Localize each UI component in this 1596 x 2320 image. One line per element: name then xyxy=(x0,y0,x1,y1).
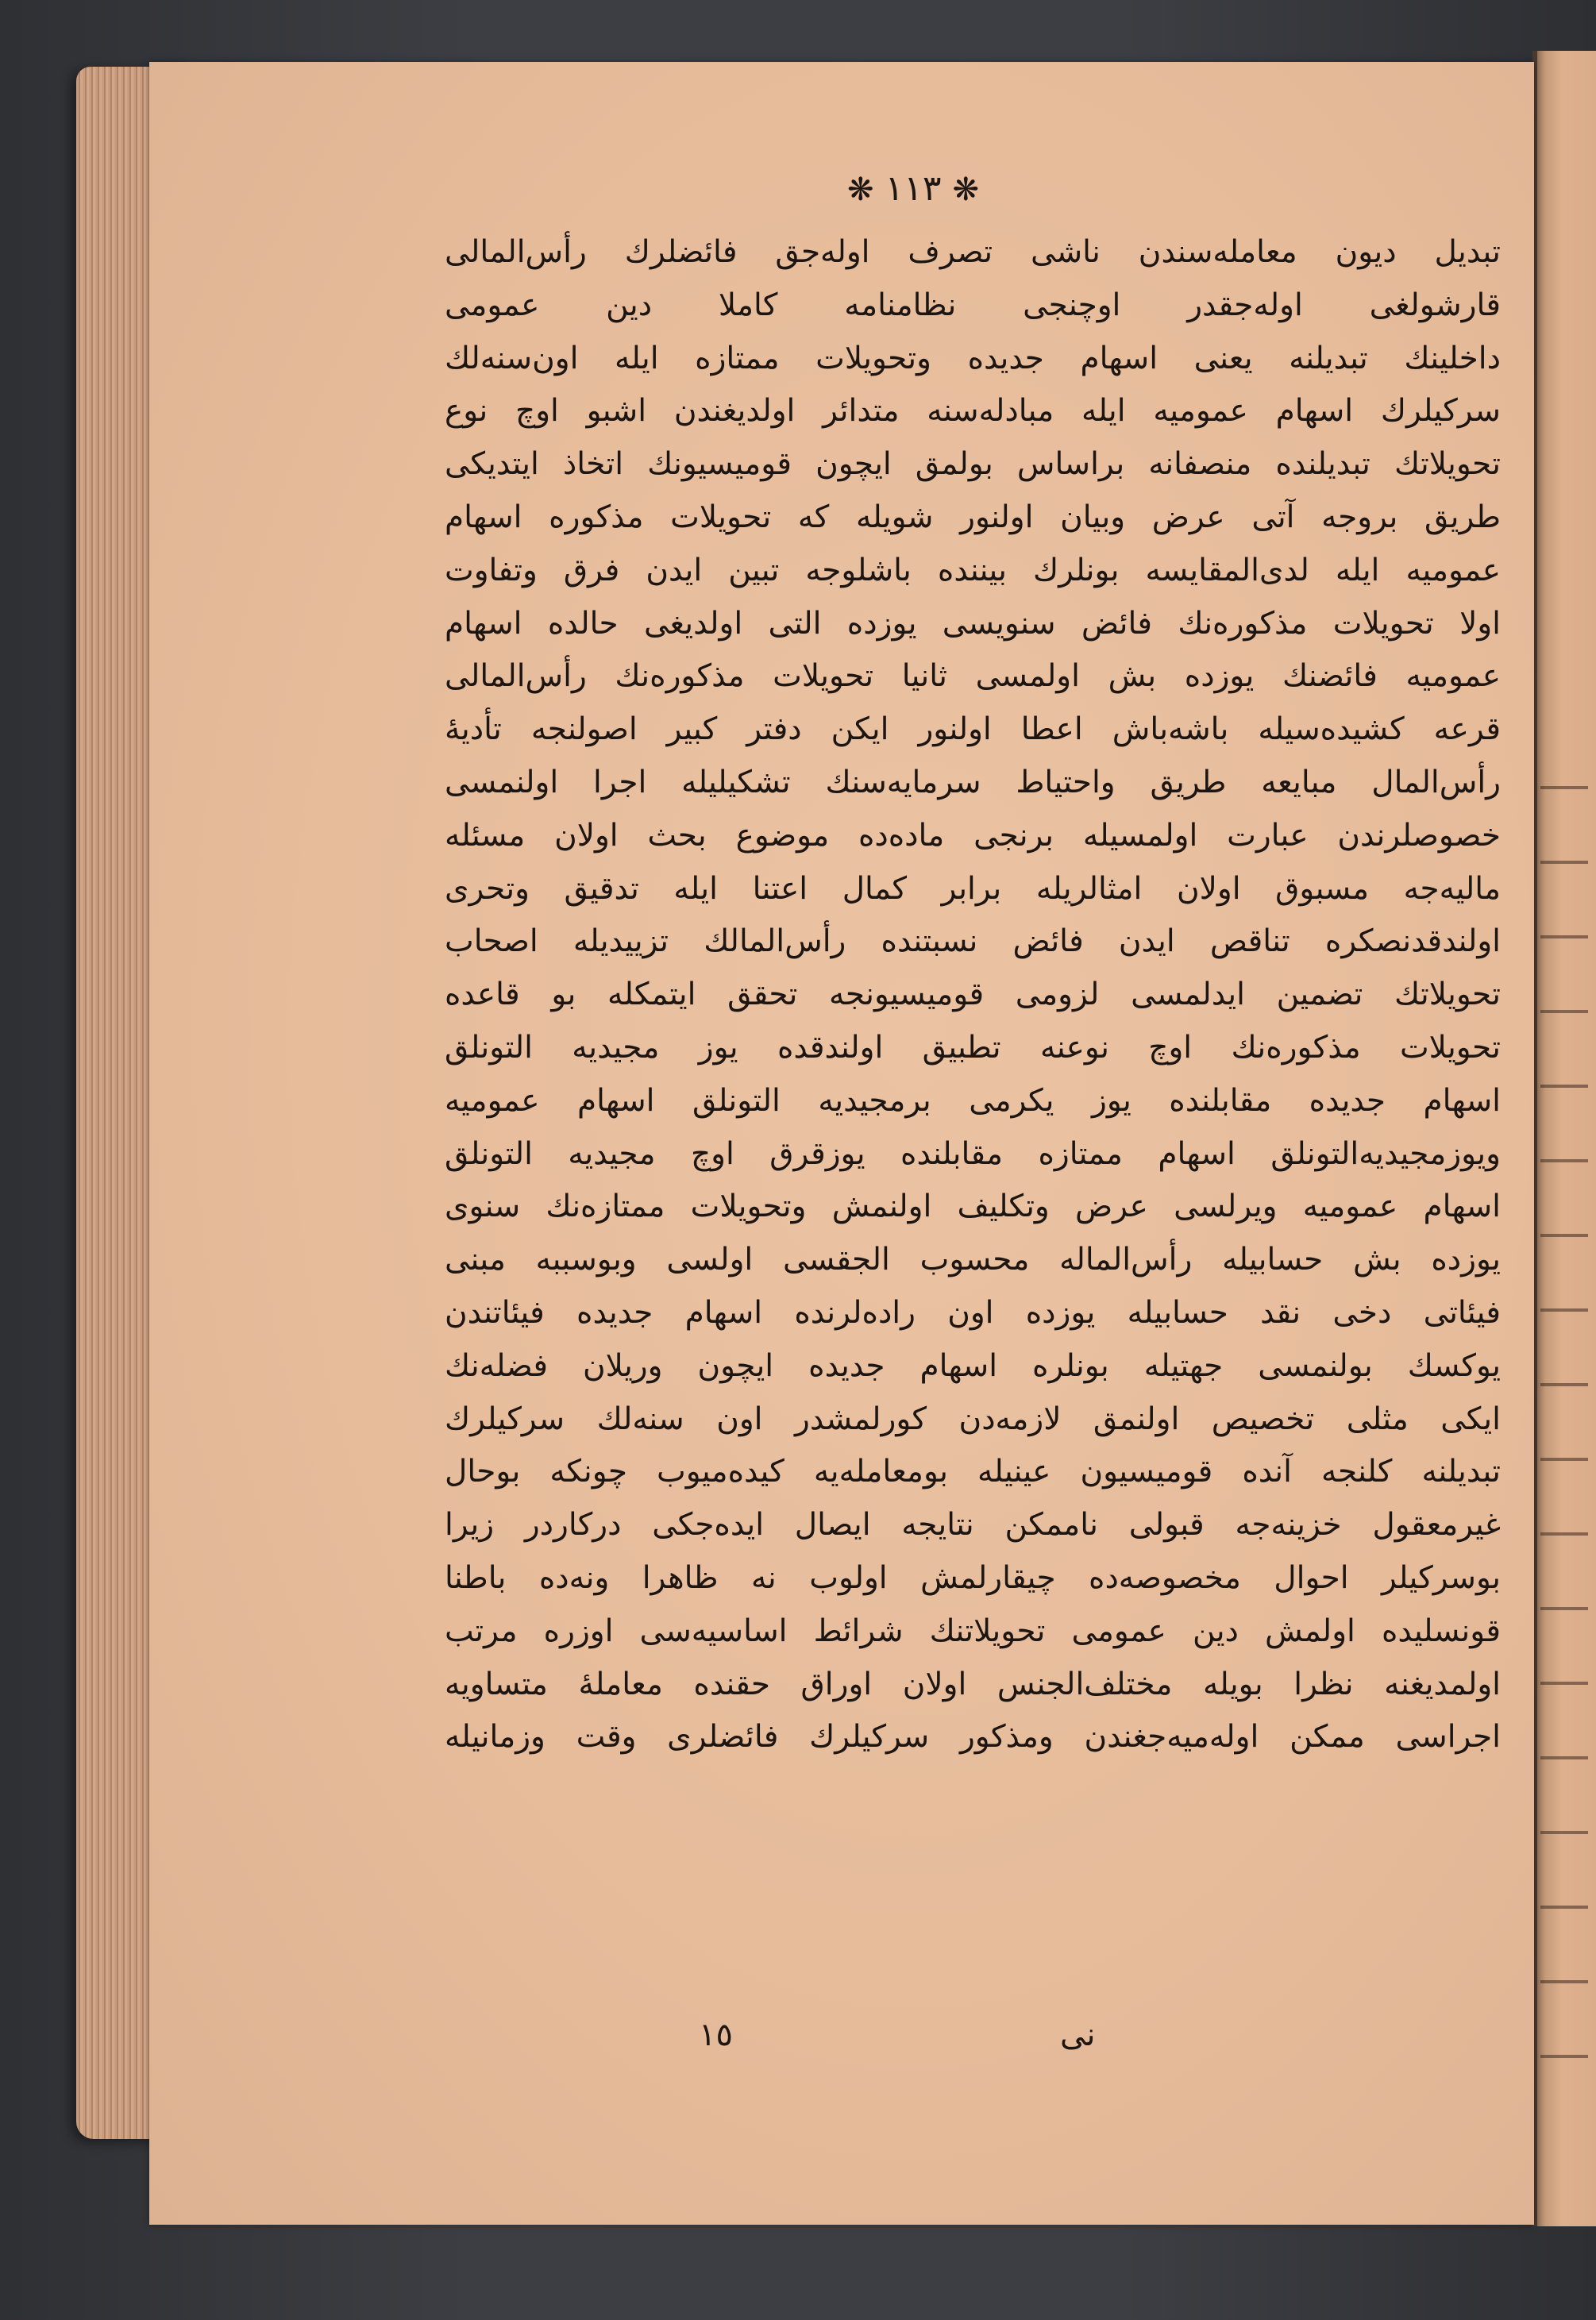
text-line: فیئاتی دخی نقد حسابیله یوزده اون راده‌لرنده اسهام جدیده فیئاتندن xyxy=(445,1294,1501,1331)
text-line: اولمدیغنه نظرا بویله مختلف‌الجنس اولان اوراق حقنده معاملهٔ متساویه xyxy=(445,1666,1501,1702)
text-line: تحویلاتك تبدیلنده منصفانه براساس بولمق ایچون قومیسیونك اتخاذ ایتدیکی xyxy=(445,446,1501,483)
catchword: نی xyxy=(1060,2017,1096,2053)
text-line: تحویلاتك تضمین ایدلمسی لزومی قومیسیونجه تحقق ایتمکله بو قاعده xyxy=(445,977,1501,1013)
text-line: ایکی مثلی تخصیص اولنمق لازمه‌دن کورلمشدر اون سنه‌لك سرکیلرك xyxy=(445,1401,1501,1437)
text-line: رأس‌المال مبایعه طریق واحتیاط سرمایه‌سنك تشکیلیله اجرا اولنمسی xyxy=(445,764,1501,800)
text-line: یوزده بش حسابیله رأس‌الماله محسوب الجقسی اولسی وبوسببه مبنی xyxy=(445,1242,1501,1278)
page-number: ١١٣ xyxy=(885,168,942,209)
text-line: قونسلیده اولمش دین عمومی تحویلاتنك شرائط اساسیه‌سی اوزره مرتب xyxy=(445,1613,1501,1649)
text-line: قرعه کشیده‌سیله باشه‌باش اعطا اولنور ایکن دفتر کبیر اصولنجه تأدیهٔ xyxy=(445,711,1501,748)
body-text xyxy=(445,226,1501,1764)
text-line: طریق بروجه آتی عرض وبیان اولنور شویله كه تحویلات مذکوره اسهام xyxy=(445,499,1501,535)
text-line: یوکسك بولنمسی جهتیله بونلره اسهام جدیده ایچون وریلان فضله‌نك xyxy=(445,1347,1501,1384)
text-line: بوسرکیلر احوال مخصوصه‌ده چیقارلمش اولوب نه ظاهرا ونه‌ده باطنا xyxy=(445,1559,1501,1596)
text-line: اسهام عمومیه ویرلسی عرض وتکلیف اولنمش وتحویلات ممتازه‌نك سنوی xyxy=(445,1189,1501,1225)
signature-mark: ١٥ xyxy=(699,2017,733,2053)
text-line: سرکیلرك اسهام عمومیه ایله مبادله‌سنه متدائر اولدیغندن اشبو اوچ نوع xyxy=(445,393,1501,430)
text-line: قارشولغی اوله‌جقدر اوچنجی نظامنامه كاملا دین عمومی xyxy=(445,287,1501,323)
ornament-icon: ❋ xyxy=(847,171,874,208)
ornament-icon: ❋ xyxy=(952,171,979,208)
text-line: عمومیه فائضنك یوزده بش اولمسی ثانیا تحویلات مذکوره‌نك رأس‌المالی xyxy=(445,658,1501,695)
text-line: اسهام جدیده مقابلنده یوز یکرمی برمجیدیه التونلق اسهام عمومیه xyxy=(445,1082,1501,1119)
text-line: ویوزمجیدیه‌التونلق اسهام ممتازه مقابلنده یوزقرق اوچ مجیدیه التونلق xyxy=(445,1135,1501,1172)
text-line: اولندقدنصکره تناقص ایدن فائض نسبتنده رأس‌المالك تزییدیله اصحاب xyxy=(445,923,1501,960)
text-line: داخلینك تبدیلنه یعنی اسهام جدیده وتحویلات ممتازه ایله اون‌سنه‌لك xyxy=(445,340,1501,376)
page-header xyxy=(794,168,1032,209)
text-line: تبدیل دیون معامله‌سندن ناشی تصرف اوله‌جق فائضلرك رأس‌المالی xyxy=(445,234,1501,270)
text-line: عمومیه ایله لدی‌المقایسه بونلرك بیننده باشلوجه تبین ایدن فرق وتفاوت xyxy=(445,552,1501,588)
text-line: تحویلات مذکوره‌نك اوچ نوعنه تطبیق اولندقده یوز مجیدیه التونلق xyxy=(445,1029,1501,1066)
text-line: مالیه‌جه مسبوق اولان امثالریله برابر كمال اعتنا ایله تدقیق وتحری xyxy=(445,870,1501,907)
text-line: اولا تحویلات مذکوره‌نك فائض سنویسی یوزده التی اولدیغی حالده اسهام xyxy=(445,605,1501,642)
text-line: خصوصلرندن عبارت اولمسیله برنجی ماده‌ده موضوع بحث اولان مسئله xyxy=(445,817,1501,854)
text-line: اجراسی ممکن اوله‌میه‌جغندن ومذکور سرکیلرك فائضلری وقت وزمانیله xyxy=(445,1719,1501,1755)
adjacent-page-text-marks xyxy=(1540,715,1588,2064)
text-line: غیرمعقول خزینه‌جه قبولی ناممکن نتایجه ایصال ایده‌جکی درکاردر زیرا xyxy=(445,1507,1501,1543)
text-line: تبدیلنه کلنجه آنده قومیسیون عینیله بومعامله‌یه کیده‌میوب چونکه بوحال xyxy=(445,1454,1501,1490)
